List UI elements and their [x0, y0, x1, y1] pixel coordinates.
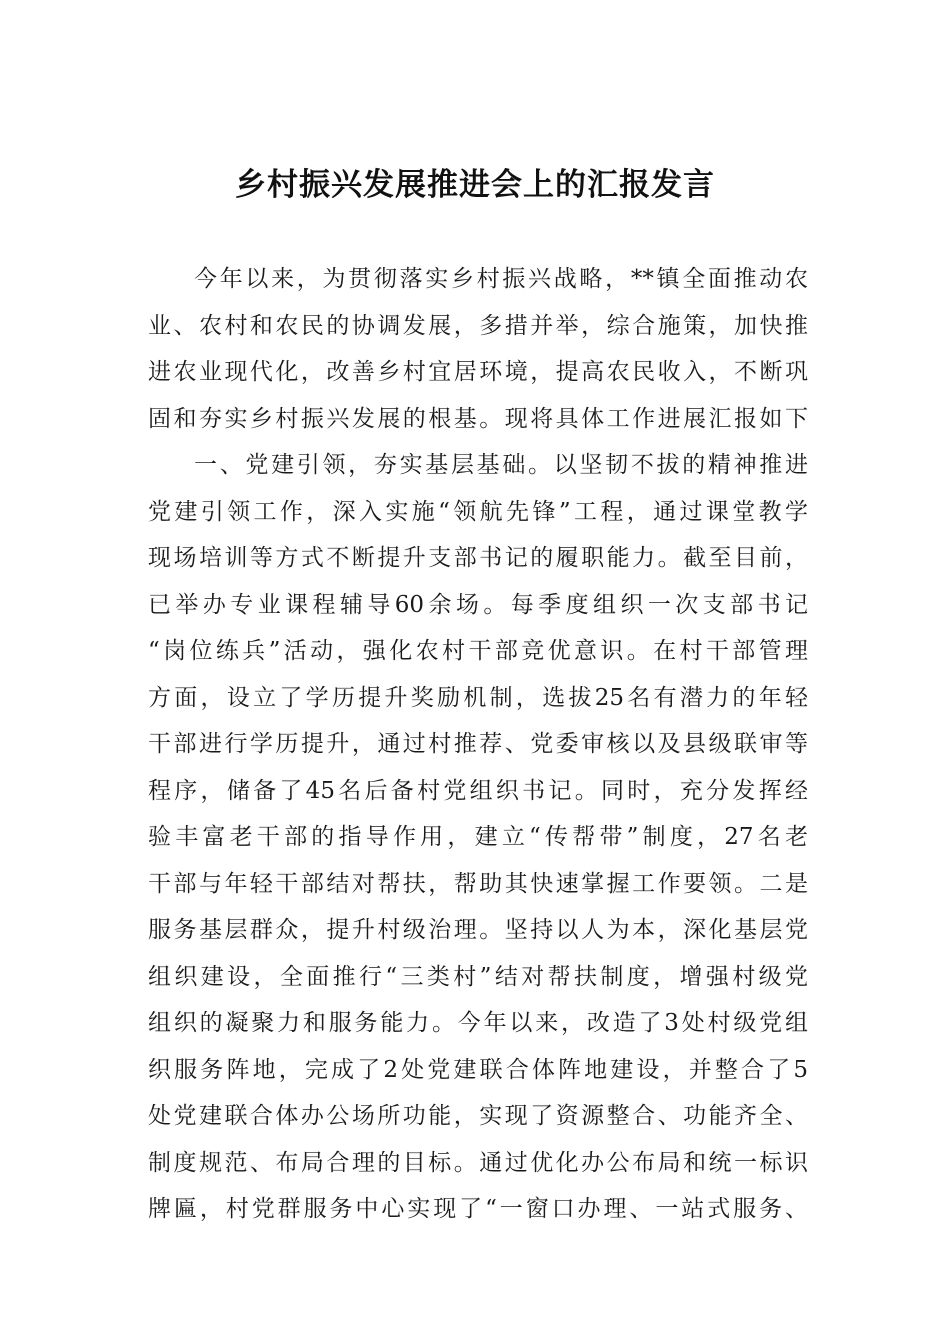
paragraph-line: “岗位练兵”活动，强化农村干部竞优意识。在村干部管理	[148, 638, 808, 664]
paragraph-line: 牌匾，村党群服务中心实现了“一窗口办理、一站式服务、	[148, 1196, 808, 1222]
paragraph-line: 进农业现代化，改善乡村宜居环境，提高农民收入，不断巩	[148, 359, 808, 385]
paragraph-line: 服务基层群众，提升村级治理。坚持以人为本，深化基层党	[148, 917, 808, 943]
paragraph-line: 干部与年轻干部结对帮扶，帮助其快速掌握工作要领。二是	[148, 870, 808, 897]
paragraph-line: 业、农村和农民的协调发展，多措并举，综合施策，加快推	[148, 312, 808, 339]
document-body	[148, 256, 808, 1233]
paragraph-line: 党建引领工作，深入实施“领航先锋”工程，通过课堂教学	[148, 498, 808, 525]
document-title: 乡村振兴发展推进会上的汇报发言	[235, 167, 715, 203]
paragraph-line: 程序，储备了45名后备村党组织书记。同时，充分发挥经	[148, 777, 808, 804]
paragraph-line: 组织的凝聚力和服务能力。今年以来，改造了3处村级党组	[148, 1010, 808, 1036]
paragraph-line: 已举办专业课程辅导60余场。每季度组织一次支部书记	[148, 591, 808, 618]
paragraph-line: 组织建设，全面推行“三类村”结对帮扶制度，增强村级党	[148, 963, 808, 990]
paragraph-line: 处党建联合体办公场所功能，实现了资源整合、功能齐全、	[148, 1103, 808, 1129]
paragraph-line: 一、党建引领，夯实基层基础。以坚韧不拔的精神推进	[194, 452, 808, 478]
paragraph-line: 干部进行学历提升，通过村推荐、党委审核以及县级联审等	[148, 731, 808, 757]
paragraph-line: 今年以来，为贯彻落实乡村振兴战略，**镇全面推动农	[194, 266, 808, 292]
paragraph-line: 现场培训等方式不断提升支部书记的履职能力。截至目前，	[148, 545, 808, 571]
paragraph-line: 方面，设立了学历提升奖励机制，选拔25名有潜力的年轻	[148, 684, 808, 711]
paragraph-line: 固和夯实乡村振兴发展的根基。现将具体工作进展汇报如下	[148, 405, 808, 432]
paragraph-line: 制度规范、布局合理的目标。通过优化办公布局和统一标识	[148, 1149, 808, 1176]
paragraph-line: 验丰富老干部的指导作用，建立“传帮带”制度，27名老	[148, 824, 808, 850]
paragraph-line: 织服务阵地，完成了2处党建联合体阵地建设，并整合了5	[148, 1056, 808, 1083]
